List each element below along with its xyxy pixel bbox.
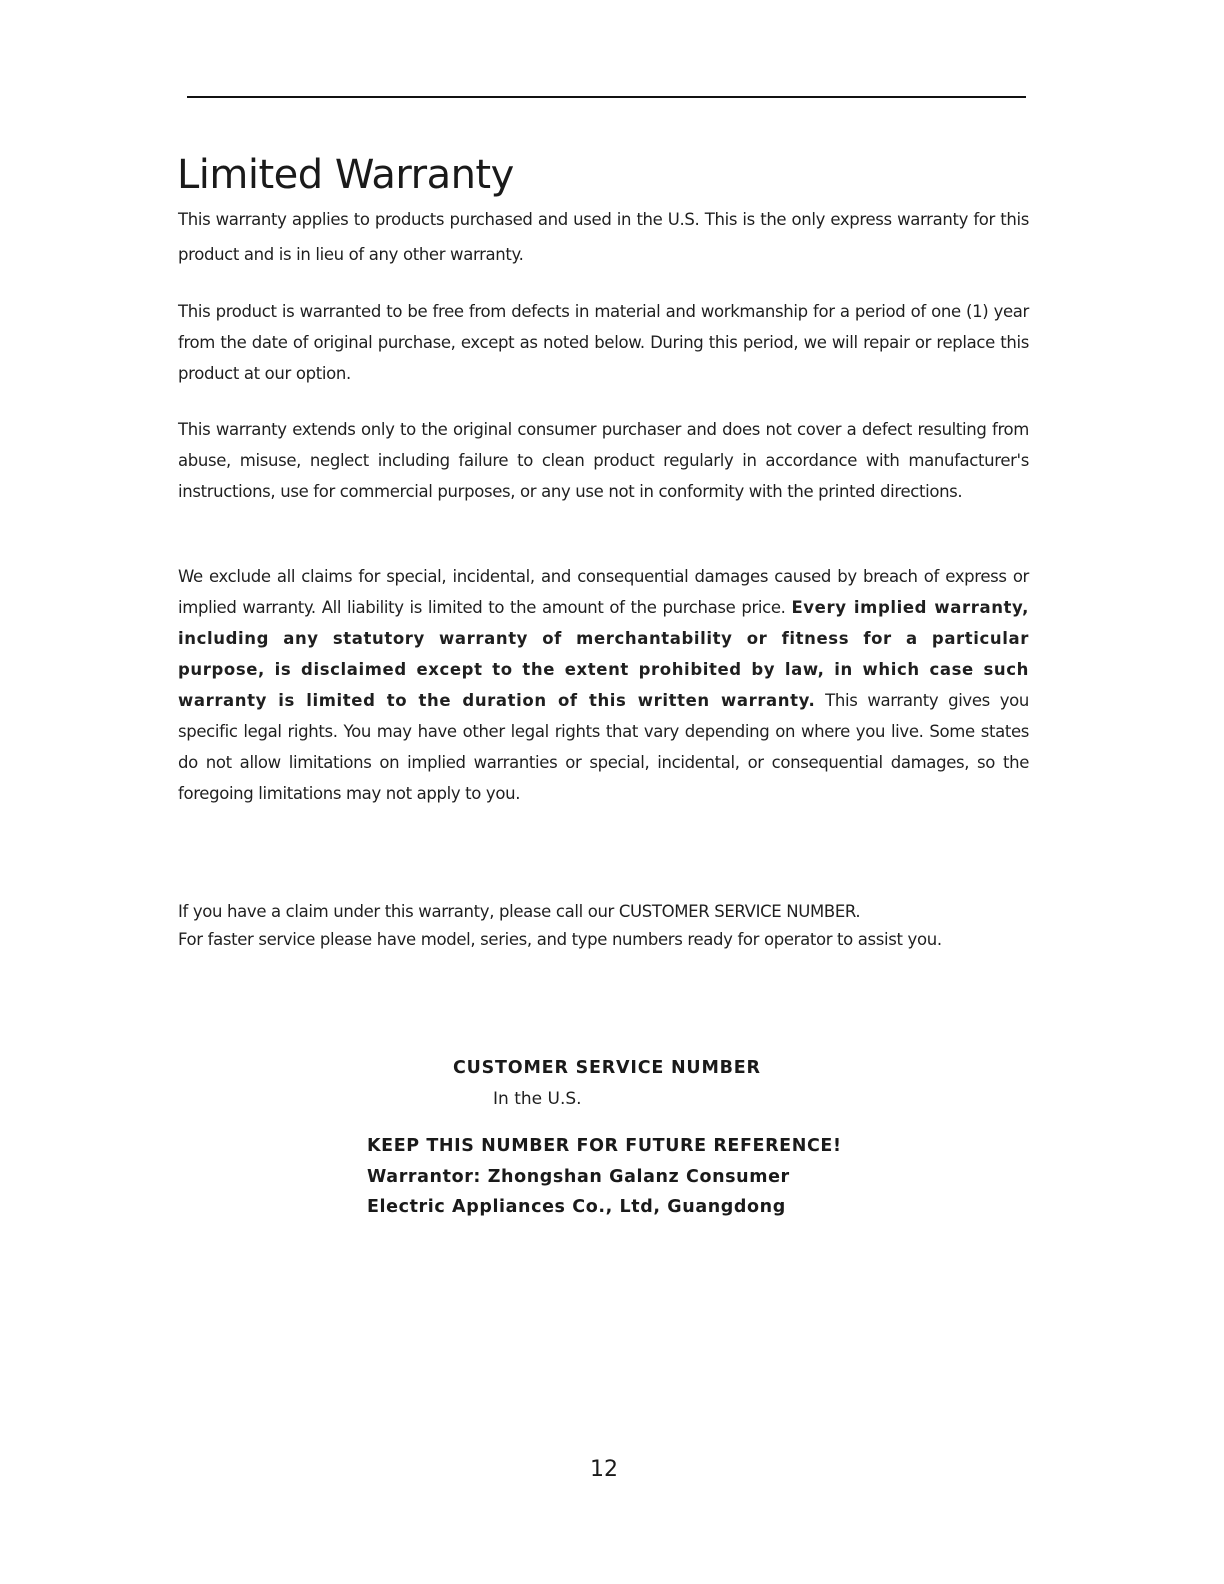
paragraph-coverage: This product is warranted to be free from defects in material and workmanship for a period of one (1) year from the date of original purchase, except as noted below. During this period, we will repair or replace this product at our option. [178, 302, 1029, 383]
customer-service-region: In the U.S. [493, 1089, 582, 1109]
paragraph-intro: This warranty applies to products purchased and used in the U.S. This is the only express warranty for this product and is in lieu of any other warranty. [178, 210, 1029, 264]
claim-instructions: If you have a claim under this warranty, please call our CUSTOMER SERVICE NUMBER. [178, 902, 861, 921]
page-title: Limited Warranty [177, 152, 514, 198]
warrantor-line-1: Warrantor: Zhongshan Galanz Consumer [367, 1167, 790, 1187]
implied-warranty-disclaimer: Every implied warranty, including any statutory warranty of merchantability or fitness for a particular purpose, is disclaimed except to the extent prohibited by law, in which case such warranty is limited to the duration of this written warranty. [178, 598, 1029, 710]
page-number: 12 [590, 1457, 618, 1482]
paragraph-damages [178, 561, 1029, 809]
warrantor-line-2: Electric Appliances Co., Ltd, Guangdong [367, 1197, 786, 1217]
claim-service-tip: For faster service please have model, series, and type numbers ready for operator to assist you. [178, 930, 942, 949]
customer-service-heading: CUSTOMER SERVICE NUMBER [453, 1058, 761, 1078]
paragraph-exclusions: This warranty extends only to the original consumer purchaser and does not cover a defect resulting from abuse, misuse, neglect including failure to clean product regularly in accordance with manufacturer's instructions, use for commercial purposes, or any use not in conformity with the printed directions. [178, 420, 1029, 501]
keep-number-notice: KEEP THIS NUMBER FOR FUTURE REFERENCE! [367, 1136, 842, 1156]
header-rule [187, 96, 1026, 98]
damages-text-start: We exclude all claims for special, incidental, and consequential damages caused by breach of express or implied warranty. All liability is limited to the amount of the purchase price. [178, 567, 1029, 617]
damages-text-end: This warranty gives you specific legal rights. You may have other legal rights that vary depending on where you live. Some states do not allow limitations on implied warranties or special, incidental, or consequential damages, so the foregoing limitations may not apply to you. [178, 691, 1030, 803]
